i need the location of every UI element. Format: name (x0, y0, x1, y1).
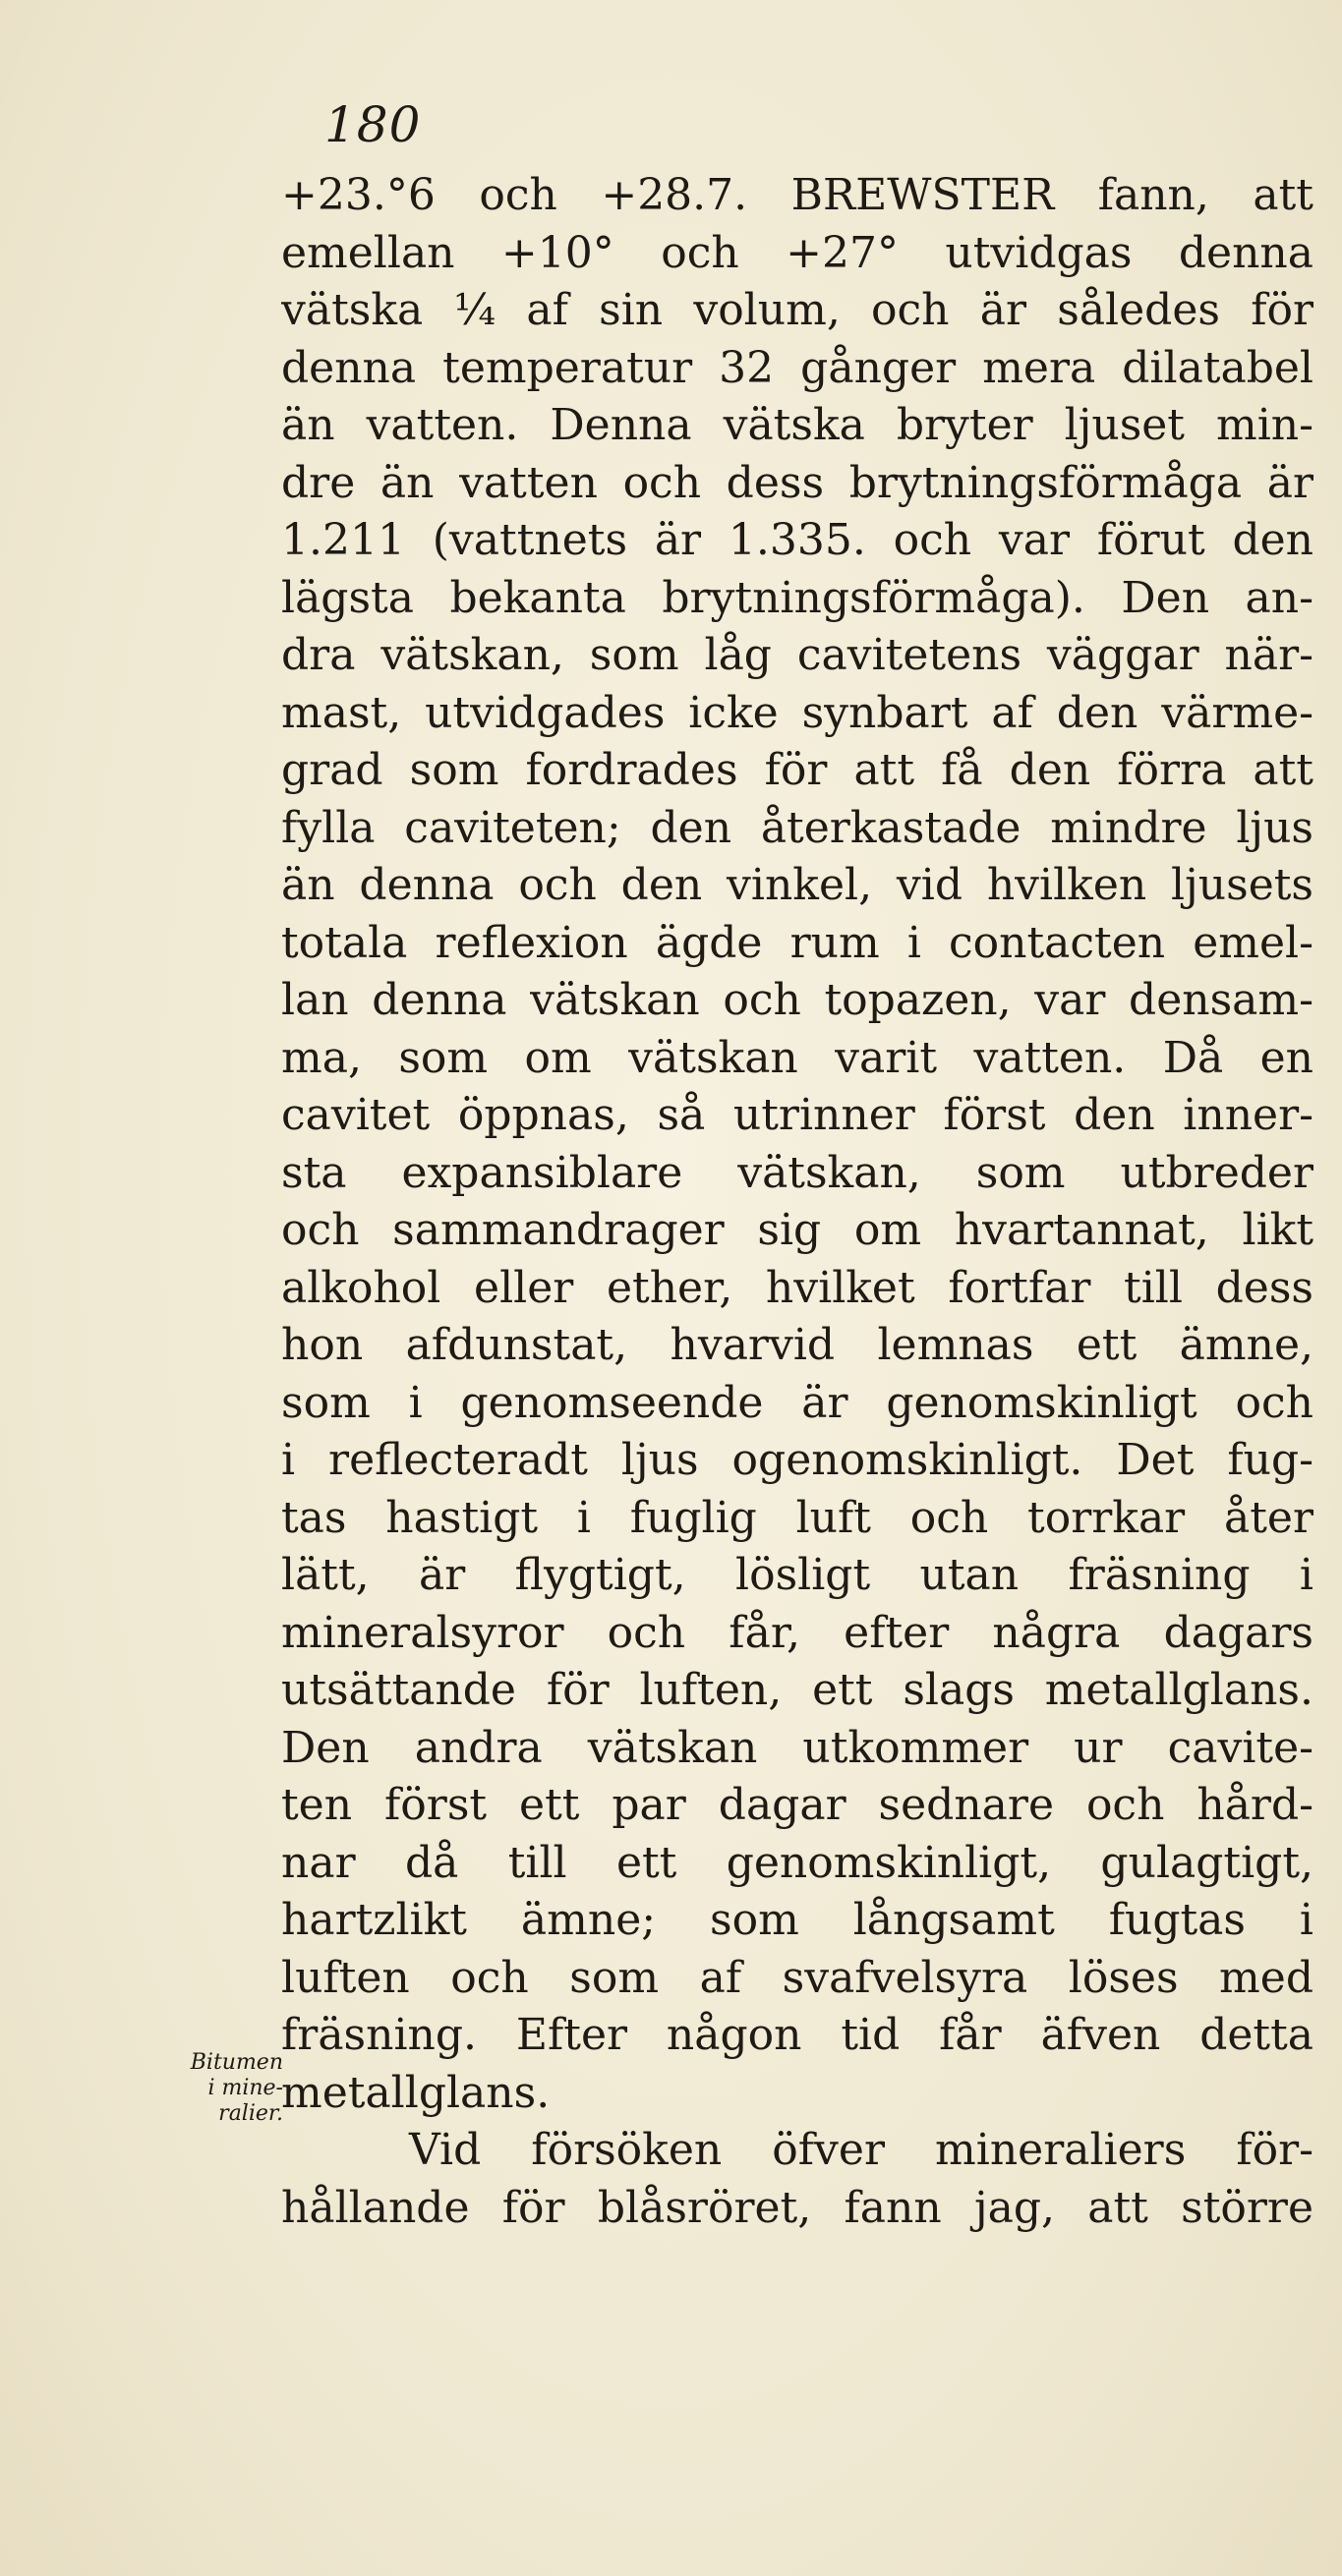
text-line: fylla caviteten; den återkastade mindre ljus (281, 802, 1313, 853)
text-line: grad som fordrades för att få den förra att (281, 745, 1313, 795)
text-line: denna temperatur 32 gånger mera dilatabel (281, 342, 1313, 393)
text-line: cavitet öppnas, så utrinner först den inner- (281, 1090, 1313, 1140)
text-line: dre än vatten och dess brytningsförmåga är (281, 457, 1313, 508)
text-line: +23.°6 och +28.7. BREWSTER fann, att (281, 170, 1313, 220)
text-line: ten först ett par dagar sednare och hård- (281, 1780, 1313, 1830)
text-line: alkohol eller ether, hvilket fortfar till dess (281, 1262, 1313, 1313)
text-line: totala reflexion ägde rum i contacten emel- (281, 917, 1313, 968)
text-line: hartzlikt ämne; som långsamt fugtas i (281, 1895, 1313, 1945)
text-line: tas hastigt i fuglig luft och torrkar åter (281, 1492, 1313, 1543)
text-line: luften och som af svafvelsyra löses med (281, 1952, 1313, 2003)
margin-note-line: Bitumen (190, 2050, 283, 2075)
text-line: 1.211 (vattnets är 1.335. och var förut den (281, 515, 1313, 565)
margin-note (146, 2050, 283, 2127)
text-line: mineralsyror och får, efter några dagars (281, 1607, 1313, 1658)
text-line: fräsning. Efter någon tid får äfven detta (281, 2010, 1313, 2060)
text-line: än vatten. Denna vätska bryter ljuset min- (281, 400, 1313, 450)
text-line: emellan +10° och +27° utvidgas denna (281, 227, 1313, 278)
text-line: hon afdunstat, hvarvid lemnas ett ämne, (281, 1320, 1313, 1370)
text-line: hållande för blåsröret, fann jag, att större (281, 2182, 1313, 2233)
body-text (281, 167, 1313, 2237)
text-line: än denna och den vinkel, vid hvilken ljusets (281, 860, 1313, 910)
text-line: lägsta bekanta brytningsförmåga). Den an- (281, 572, 1313, 623)
text-line: vätska ¼ af sin volum, och är således för (281, 285, 1313, 335)
text-line: lätt, är flygtigt, lösligt utan fräsning i (281, 1550, 1313, 1600)
text-line: ma, som om vätskan varit vatten. Då en (281, 1032, 1313, 1083)
text-line: som i genomseende är genomskinligt och (281, 1377, 1313, 1428)
text-line: lan denna vätskan och topazen, var densam- (281, 975, 1313, 1025)
text-line: metallglans. (281, 2067, 551, 2118)
text-line: Den andra vätskan utkommer ur cavite- (281, 1722, 1313, 1773)
text-line: utsättande för luften, ett slags metallglans. (281, 1665, 1313, 1715)
text-line: Vid försöken öfver mineraliers för- (409, 2125, 1313, 2175)
text-line: och sammandrager sig om hvartannat, likt (281, 1205, 1313, 1255)
text-line: i reflecteradt ljus ogenomskinligt. Det fug- (281, 1435, 1313, 1485)
margin-note-line: ralier. (218, 2101, 283, 2126)
text-line: sta expansiblare vätskan, som utbreder (281, 1147, 1313, 1198)
text-line: mast, utvidgades icke synbart af den värme- (281, 687, 1313, 738)
page-number: 180 (324, 96, 422, 153)
text-line: dra vätskan, som låg cavitetens väggar när- (281, 630, 1313, 680)
margin-note-line: i mine- (207, 2076, 283, 2100)
text-line: nar då till ett genomskinligt, gulagtigt, (281, 1837, 1313, 1888)
